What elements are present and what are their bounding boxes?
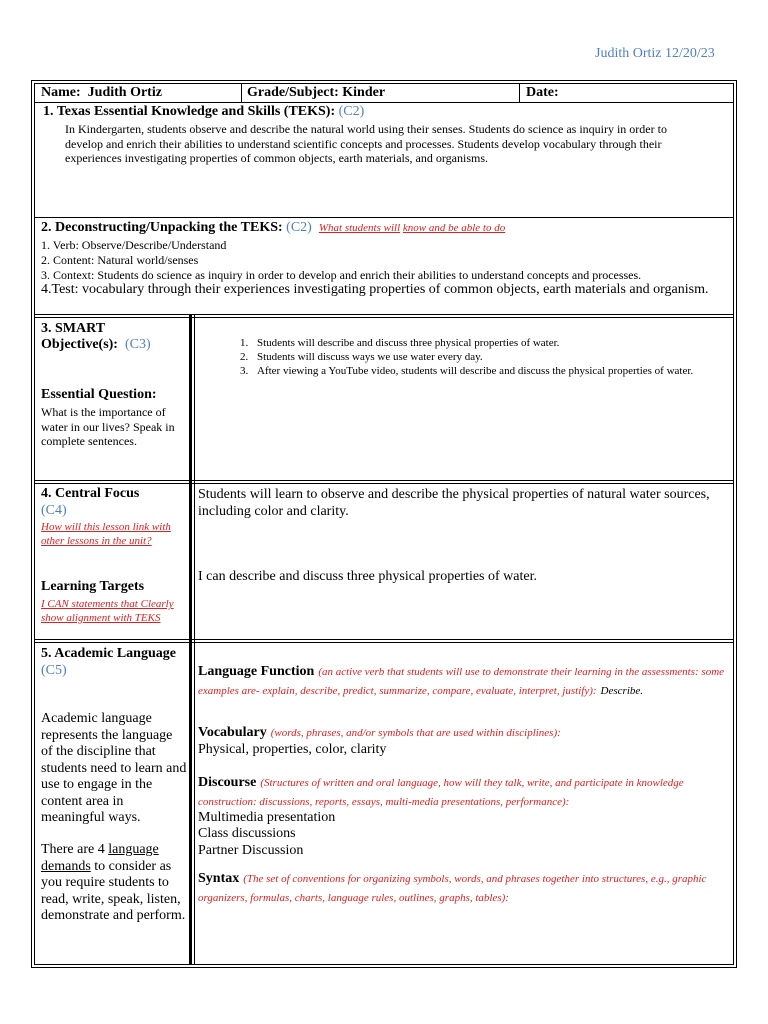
eq-body: What is the importance of water in our lives? Speak in complete sentences. (41, 405, 175, 448)
smart-title-line (41, 337, 151, 354)
divider (189, 481, 192, 643)
divider (194, 481, 195, 643)
objectives-list (201, 336, 721, 378)
vocab-label: Vocabulary (198, 725, 267, 740)
central-title: 4. Central Focus (41, 486, 140, 501)
learning-targets-title: Learning Targets (41, 579, 145, 594)
language-demands (41, 842, 187, 925)
unpack-title-line (41, 220, 505, 237)
lesson-plan-table (31, 80, 737, 968)
date-cell (526, 85, 559, 102)
syntax-label: Syntax (198, 871, 240, 886)
demands-b: to consider as you require students to read, write, speak, listen, demonstrate and perform. (41, 858, 186, 923)
teks-section (35, 103, 733, 217)
smart-title-a: 3. SMART (41, 321, 106, 336)
name-cell (41, 85, 162, 102)
unpack-section (35, 218, 733, 310)
divider (241, 84, 242, 102)
teks-title-line (43, 104, 364, 121)
discourse-label: Discourse (198, 775, 257, 790)
demands-link: language demands (41, 842, 159, 874)
unpack-note (319, 222, 505, 234)
grade-value: Kinder (342, 85, 386, 100)
name-value: Judith Ortiz (87, 85, 162, 100)
academic-section (35, 645, 733, 965)
unpack-line-4: 4.Test: vocabulary through their experiences investigating properties of common objects, earth materials and organism. (41, 282, 709, 297)
smart-title-b: Objective(s): (41, 337, 118, 352)
divider (189, 640, 192, 964)
teks-body: In Kindergarten, students observe and describe the natural world using their senses. Students do science as inquiry in order to develop and enrich their abilities to understand scientific concepts and processes. Students develop vocabulary through their experiences investigating properties of common objects, earth materials, and organisms. (65, 122, 667, 165)
unpack-line-2: 2. Content: Natural world/senses (41, 253, 199, 267)
central-section (35, 485, 733, 641)
smart-code: (C3) (124, 337, 151, 352)
name-label: Name: (41, 85, 81, 100)
unpack-note-b: know and be able to do (402, 222, 506, 234)
function-value: Describe. (600, 684, 644, 697)
teks-code: (C2) (338, 104, 365, 119)
academic-title: 5. Academic Language (41, 646, 176, 661)
grade-label: Grade/Subject: (247, 85, 339, 100)
unpack-line-3: 3. Context: Students do science as inquiry in order to develop and enrich their abilities to understand concepts and processes. (41, 268, 642, 282)
divider (519, 84, 520, 102)
syntax-block (198, 869, 732, 906)
unpack-title: 2. Deconstructing/Unpacking the TEKS: (41, 220, 283, 235)
central-code: (C4) (41, 503, 67, 518)
header-note: Judith Ortiz 12/20/23 (595, 46, 715, 61)
divider (194, 315, 195, 485)
unpack-code: (C2) (286, 220, 312, 235)
unpack-line-1: 1. Verb: Observe/Describe/Understand (41, 238, 227, 252)
vocabulary-block (198, 723, 732, 758)
vocab-note: (words, phrases, and/or symbols that are used within disciplines): (270, 727, 561, 739)
academic-desc: Academic language represents the language of the discipline that students need to learn and use to engage in the content area in meaningful ways. (41, 711, 187, 825)
discourse-item: Partner Discussion (198, 842, 304, 858)
discourse-block (198, 773, 732, 859)
learning-targets-note: I CAN statements that Clearly show alignment with TEKS (41, 598, 174, 624)
divider (35, 480, 733, 484)
central-focus-text: Students will learn to observe and describe the physical properties of natural water sources, including color and clarity. (198, 487, 710, 519)
teks-title: 1. Texas Essential Knowledge and Skills (TEKS): (43, 104, 336, 119)
discourse-item: Multimedia presentation (198, 809, 336, 825)
function-label: Language Function (198, 664, 315, 679)
eq-title: Essential Question: (41, 387, 157, 402)
unpack-note-a: What students will (318, 222, 401, 234)
syntax-note: (The set of conventions for organizing symbols, words, and phrases together into structures, e.g., graphic organizers, formulas, charts, language rules, outlines, graphs, tables): (198, 873, 707, 904)
grade-cell (247, 85, 385, 102)
discourse-item: Class discussions (198, 826, 296, 841)
objective-item: 3. After viewing a YouTube video, students will describe and discuss the physical properties of water. (251, 364, 721, 378)
i-can-statement: I can describe and discuss three physical properties of water. (198, 569, 537, 584)
divider (35, 314, 733, 318)
date-label: Date: (526, 85, 559, 100)
academic-code: (C5) (41, 663, 67, 678)
objective-item: 2. Students will discuss ways we use water every day. (251, 350, 721, 364)
divider (35, 639, 733, 643)
function-note: (an active verb that students will use to demonstrate their learning in the assessments: some examples are- explain, describe, predict, summarize, compare, evaluate, interpret, justify): (198, 666, 725, 697)
central-link-note: How will this lesson link with other lessons in the unit? (41, 521, 171, 547)
info-row (35, 84, 733, 102)
demands-a: There are 4 (41, 842, 105, 857)
smart-section (35, 320, 733, 480)
language-function-block (198, 662, 732, 699)
divider (189, 315, 192, 485)
objective-item: 1. Students will describe and discuss three physical properties of water. (251, 336, 721, 350)
objectives-cell (201, 336, 721, 378)
vocab-value: Physical, properties, color, clarity (198, 741, 387, 757)
discourse-note: (Structures of written and oral language, how will they talk, write, and participate in knowledge construction: discussions, reports, essays, multi-media presentations, performance): (198, 777, 684, 808)
divider (194, 640, 195, 964)
